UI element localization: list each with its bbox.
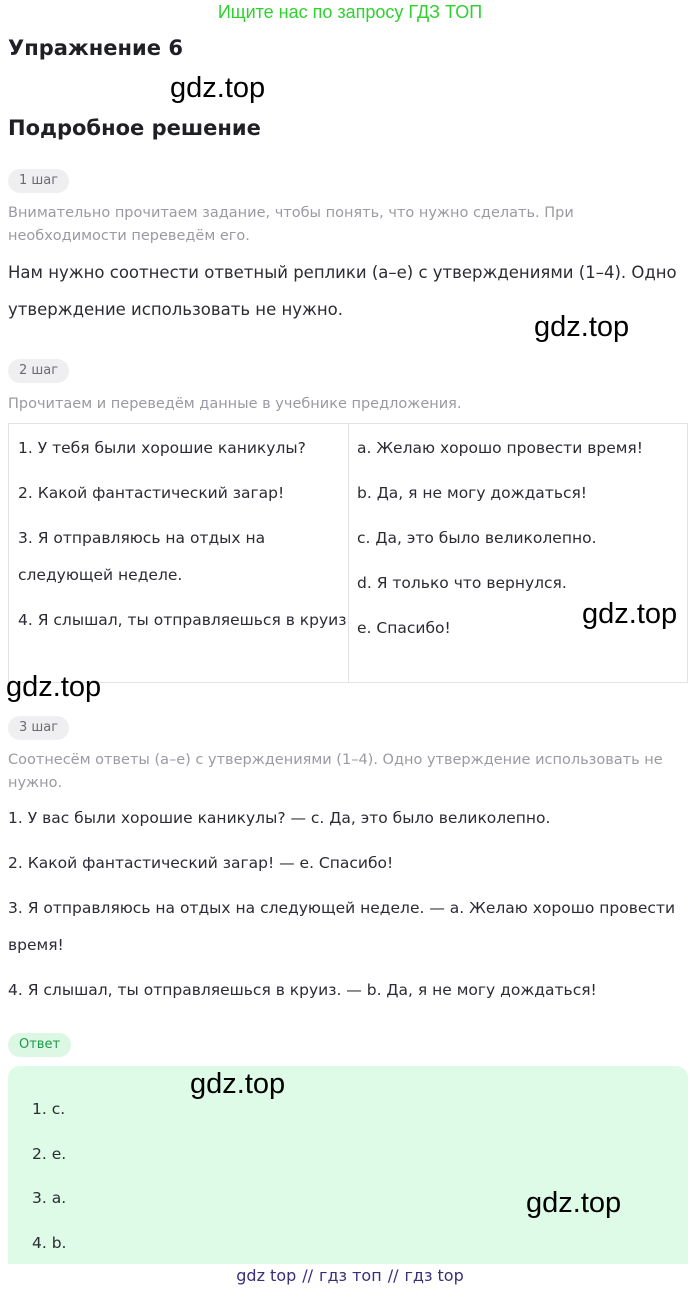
answer-item: 4. b.: [32, 1234, 67, 1252]
statements-column: [9, 424, 349, 682]
solution-line: 2. Какой фантастический загар! — e. Спасибо!: [8, 854, 394, 872]
top-banner: Ищите нас по запросу ГДЗ ТОП: [217, 2, 483, 22]
statement-cell: 3. Я отправляюсь на отдых на следующей неделе.: [18, 529, 266, 584]
exercise-title: Упражнение 6: [8, 36, 183, 60]
step-1-hint: Внимательно прочитаем задание, чтобы понять, что нужно сделать. При необходимости переведём его.: [8, 205, 574, 244]
footer-link[interactable]: гдз top: [404, 1266, 464, 1285]
step-2-hint: Прочитаем и переведём данные в учебнике предложения.: [8, 396, 462, 412]
footer-link[interactable]: gdz top: [236, 1266, 297, 1285]
watermark: gdz.top: [526, 1187, 622, 1219]
replies-column: [349, 424, 687, 682]
reply-cell: b. Да, я не могу дождаться!: [357, 484, 588, 502]
answer-badge: Ответ: [8, 1033, 71, 1057]
step-1-text: Нам нужно соотнести ответный реплики (a–e) с утверждениями (1–4). Одно утверждение использовать не нужно.: [8, 263, 677, 319]
answer-item: 2. e.: [32, 1145, 67, 1163]
watermark: gdz.top: [534, 311, 630, 343]
step-3-badge: 3 шаг: [8, 716, 69, 740]
watermark: gdz.top: [170, 72, 266, 104]
solution-heading: Подробное решение: [8, 116, 261, 140]
solution-line: 1. У вас были хорошие каникулы? — c. Да, это было великолепно.: [8, 809, 551, 827]
step-2-badge: 2 шаг: [8, 359, 69, 383]
answer-item: 3. a.: [32, 1189, 67, 1207]
answer-box: [8, 1066, 688, 1264]
reply-cell: a. Желаю хорошо провести время!: [357, 439, 643, 457]
reply-cell: c. Да, это было великолепно.: [357, 529, 597, 547]
solution-line: 3. Я отправляюсь на отдых на следующей неделе. — a. Желаю хорошо провести время!: [8, 899, 676, 954]
statement-cell: 4. Я слышал, ты отправляешься в круиз: [18, 611, 347, 629]
reply-cell: d. Я только что вернулся.: [357, 574, 567, 592]
watermark: gdz.top: [6, 671, 102, 703]
answer-item: 1. c.: [32, 1100, 66, 1118]
footer-separator: //: [302, 1266, 314, 1285]
footer-links: [0, 1265, 700, 1287]
footer-separator: //: [387, 1266, 399, 1285]
watermark: gdz.top: [190, 1068, 286, 1100]
step-1-badge: 1 шаг: [8, 169, 69, 193]
solution-line: 4. Я слышал, ты отправляешься в круиз. — b. Да, я не могу дождаться!: [8, 981, 597, 999]
step-3-hint: Соотнесём ответы (a–e) с утверждениями (1–4). Одно утверждение использовать не нужно.: [8, 752, 663, 791]
statement-cell: 1. У тебя были хорошие каникулы?: [18, 439, 306, 457]
reply-cell: e. Спасибо!: [357, 619, 451, 637]
statement-cell: 2. Какой фантастический загар!: [18, 484, 285, 502]
sentences-table: [8, 423, 688, 683]
watermark: gdz.top: [582, 598, 678, 630]
footer-link[interactable]: гдз топ: [319, 1266, 382, 1285]
